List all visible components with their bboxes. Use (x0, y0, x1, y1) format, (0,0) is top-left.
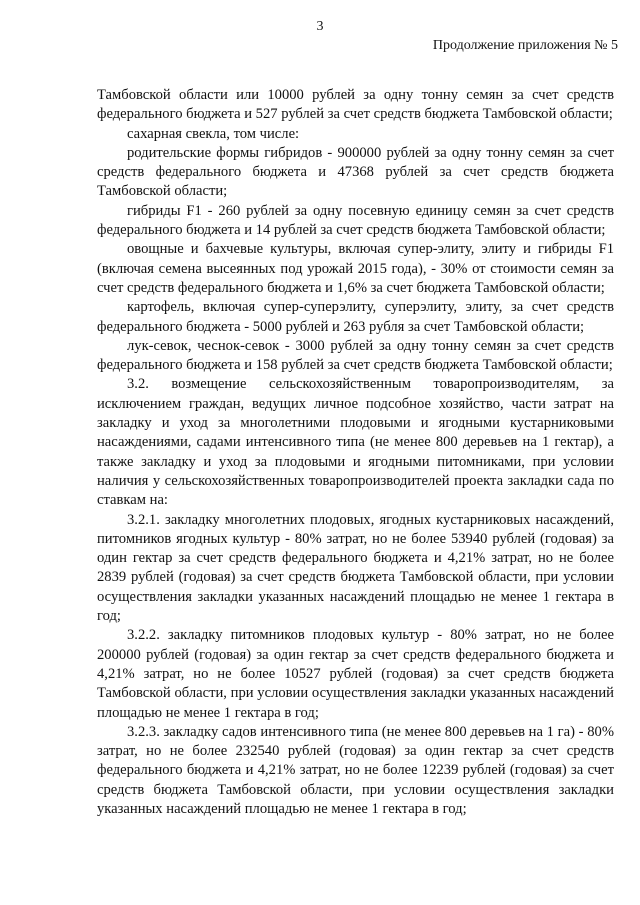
paragraph: 3.2. возмещение сельскохозяйственным товаропроизводителям, за исключением граждан, ведущих личное подсобное хозяйство, части затрат на закладку и уход за многолетними плодовыми и ягодными кустарниковыми насаждениями, садами интенсивного типа (не менее 800 деревьев на 1 гектар), а также закладку и уход за плодовыми и ягодными питомниками, при условии наличия у сельскохозяйственных товаропроизводителей проекта закладки сада по ставкам на: (97, 376, 614, 509)
paragraph: картофель, включая супер-суперэлиту, суперэлиту, элиту, за счет средств федерального бюджета - 5000 рублей и 263 рубля за счет Тамбовской области; (97, 299, 614, 335)
paragraph: 3.2.2. закладку питомников плодовых культур - 80% затрат, но не более 200000 рублей (годовая) за один гектар за счет средств федерального бюджета и 4,21% затрат, но не более 10527 рублей (годовая) за счет средств бюджета Тамбовской области, при условии осуществления закладки указанных насаждений площадью не менее 1 гектара в год; (97, 627, 614, 721)
continuation-header: Продолжение приложения № 5 (432, 38, 618, 53)
paragraph: Тамбовской области или 10000 рублей за одну тонну семян за счет средств федерального бюджета и 527 рублей за счет средств бюджета Тамбовской области; (97, 87, 614, 123)
paragraph: 3.2.1. закладку многолетних плодовых, ягодных кустарниковых насаждений, питомников ягодных культур - 80% затрат, но не более 53940 рублей (годовая) за один гектар за счет средств федерального бюджета и 4,21% затрат, но не более 2839 рублей (годовая) за счет средств бюджета Тамбовской области, при условии осуществления закладки указанных насаждений площадью не менее 1 гектара в год; (97, 511, 614, 625)
paragraph: лук-севок, чеснок-севок - 3000 рублей за одну тонну семян за счет средств федерального бюджета и 158 рублей за счет средств бюджета Тамбовской области; (97, 337, 614, 374)
paragraph: гибриды F1 - 260 рублей за одну посевную единицу семян за счет средств федерального бюджета и 14 рублей за счет средств бюджета Тамбовской области; (97, 202, 614, 239)
paragraph: 3.2.3. закладку садов интенсивного типа (не менее 800 деревьев на 1 га) - 80% затрат, но не более 232540 рублей (годовая) за один гектар за счет средств федерального бюджета и 4,21% затрат, но не более 12239 рублей (годовая) за счет средств бюджета Тамбовской области, при условии осуществления закладки указанных насаждений площадью не менее 1 гектара в год; (97, 723, 614, 817)
document-body (97, 86, 614, 819)
paragraph: родительские формы гибридов - 900000 рублей за одну тонну семян за счет средств федерального бюджета и 47368 рублей за счет средств бюджета Тамбовской области; (97, 144, 614, 200)
paragraph: сахарная свекла, том числе: (127, 125, 300, 142)
page-number: 3 (316, 19, 324, 34)
paragraph: овощные и бахчевые культуры, включая супер-элиту, элиту и гибриды F1 (включая семена высеянных под урожай 2015 года), - 30% от стоимости семян за счет средств федерального бюджета и 1,6% за счет бюджета Тамбовской области; (97, 241, 614, 296)
